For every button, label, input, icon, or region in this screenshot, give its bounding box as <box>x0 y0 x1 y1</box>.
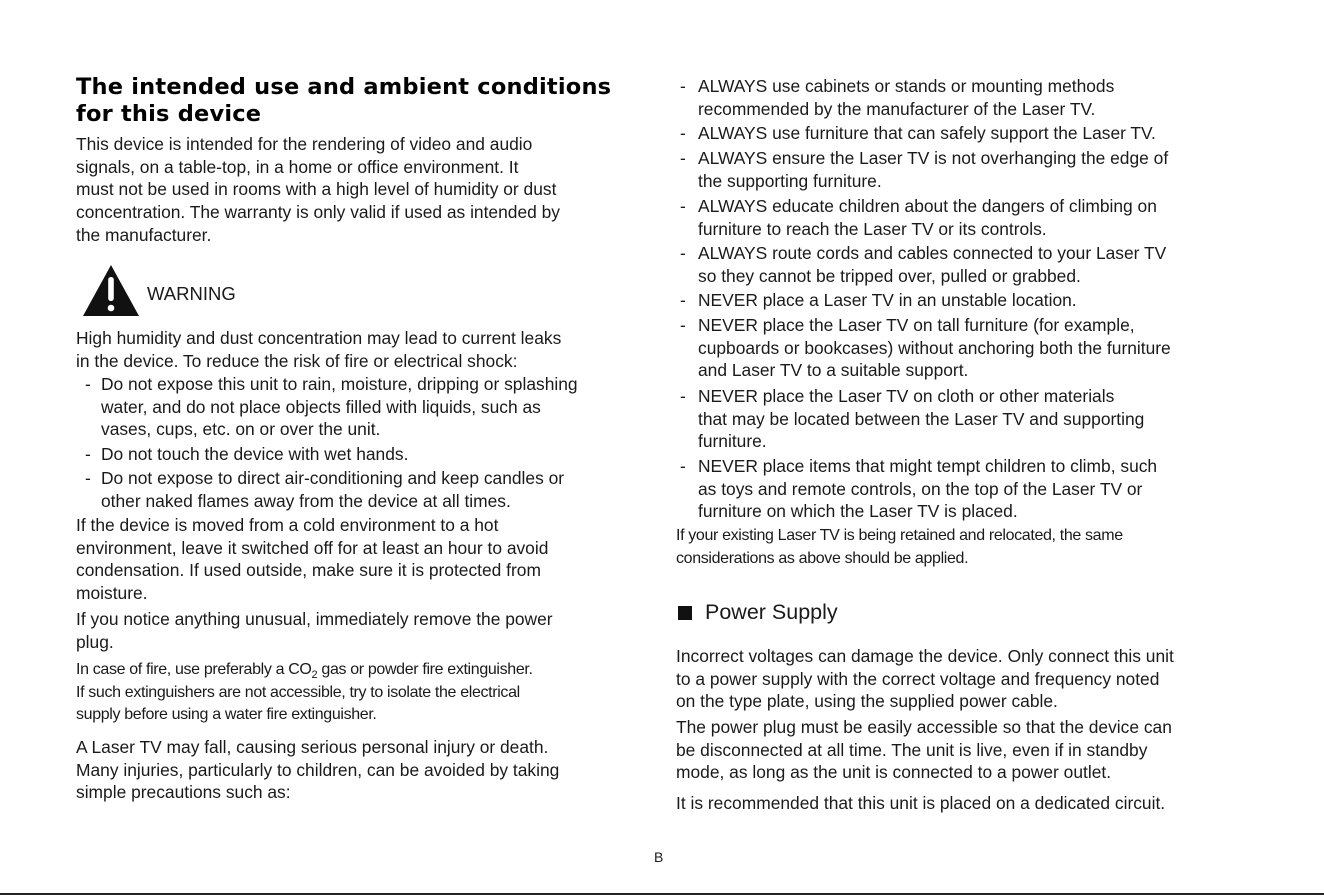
bullet-dash: - <box>680 148 686 168</box>
list-item-text: Do not touch the device with wet hands. <box>101 444 409 464</box>
fire-text-end: gas or powder fire extinguisher. If such extinguishers are not accessible, try to isolate the electrical supply before using a water fire extinguisher. <box>76 661 533 724</box>
list-item <box>76 443 408 466</box>
list-item <box>676 122 1156 145</box>
bullet-dash: - <box>680 123 686 143</box>
bullet-dash: - <box>680 196 686 216</box>
list-item-text: Do not expose to direct air-conditioning and keep candles or other naked flames away from the device at all times. <box>101 468 565 511</box>
page-heading: The intended use and ambient conditions for this device <box>76 74 612 127</box>
co2-subscript: 2 <box>311 669 318 682</box>
list-item-text: ALWAYS educate children about the dangers of climbing on furniture to reach the Laser TV or its controls. <box>698 196 1157 239</box>
list-item-text: ALWAYS route cords and cables connected to your Laser TV so they cannot be tripped over, pulled or grabbed. <box>698 243 1167 286</box>
laser-fall-paragraph: A Laser TV may fall, causing serious personal injury or death. Many injuries, particularly to children, can be avoided by taking simple precautions such as: <box>76 737 560 803</box>
list-item-text: NEVER place a Laser TV in an unstable location. <box>698 290 1077 310</box>
bullet-dash: - <box>85 374 91 394</box>
fire-paragraph <box>76 659 533 727</box>
list-item <box>676 385 1144 453</box>
section-square-icon <box>678 606 692 620</box>
list-item <box>676 314 1171 382</box>
list-item <box>76 467 564 512</box>
circuit-paragraph: It is recommended that this unit is placed on a dedicated circuit. <box>676 793 1166 813</box>
list-item <box>676 75 1114 120</box>
list-item <box>676 242 1166 287</box>
list-item-text: ALWAYS use cabinets or stands or mounting methods recommended by the manufacturer of the Laser TV. <box>698 76 1115 119</box>
list-item-text: Do not expose this unit to rain, moisture, dripping or splashing water, and do not place objects filled with liquids, such as vases, cups, etc. on or over the unit. <box>101 374 578 440</box>
warning-label: WARNING <box>147 283 236 304</box>
fire-text-start: In case of fire, use preferably a CO <box>76 661 312 678</box>
retained-paragraph: If your existing Laser TV is being retained and relocated, the same considerations as above should be applied. <box>676 527 1123 567</box>
intro-paragraph: This device is intended for the rendering of video and audio signals, on a table-top, in a home or office environment. It must not be used in rooms with a high level of humidity or dust concentration. The warranty is only valid if used as intended by the manufacturer. <box>76 134 560 245</box>
humidity-paragraph: High humidity and dust concentration may lead to current leaks in the device. To reduce the risk of fire or electrical shock: <box>76 328 562 371</box>
bullet-dash: - <box>680 290 686 310</box>
bullet-dash: - <box>680 315 686 335</box>
bullet-dash: - <box>680 76 686 96</box>
bullet-dash: - <box>85 468 91 488</box>
list-item <box>676 455 1157 523</box>
list-item-text: NEVER place the Laser TV on tall furniture (for example, cupboards or bookcases) without anchoring both the furniture and Laser TV to a suitable support. <box>698 315 1171 381</box>
list-item-text: ALWAYS use furniture that can safely support the Laser TV. <box>698 123 1156 143</box>
plug-paragraph: The power plug must be easily accessible so that the device can be disconnected at all time. The unit is live, even if in standby mode, as long as the unit is connected to a power outlet. <box>676 717 1172 783</box>
list-item <box>676 195 1157 240</box>
unusual-paragraph: If you notice anything unusual, immediately remove the power plug. <box>76 609 553 652</box>
voltages-paragraph: Incorrect voltages can damage the device. Only connect this unit to a power supply with the correct voltage and frequency noted on the type plate, using the supplied power cable. <box>676 646 1174 712</box>
bullet-dash: - <box>680 386 686 406</box>
bullet-dash: - <box>680 243 686 263</box>
list-item <box>76 373 578 441</box>
section-title: Power Supply <box>705 600 838 624</box>
bullet-dash: - <box>680 456 686 476</box>
list-item-text: ALWAYS ensure the Laser TV is not overhanging the edge of the supporting furniture. <box>698 148 1169 191</box>
list-item <box>676 289 1077 312</box>
warning-triangle-icon <box>83 265 139 317</box>
bullet-dash: - <box>85 444 91 464</box>
list-item-text: NEVER place items that might tempt children to climb, such as toys and remote controls, on the top of the Laser TV or furniture on which the Laser TV is placed. <box>698 456 1158 522</box>
moved-paragraph: If the device is moved from a cold environment to a hot environment, leave it switched off for at least an hour to avoid condensation. If used outside, make sure it is protected from moisture. <box>76 515 549 604</box>
page-number: B <box>654 849 664 865</box>
list-item-text: NEVER place the Laser TV on cloth or other materials that may be located between the Laser TV and supporting furniture. <box>698 386 1145 452</box>
list-item <box>676 147 1168 192</box>
